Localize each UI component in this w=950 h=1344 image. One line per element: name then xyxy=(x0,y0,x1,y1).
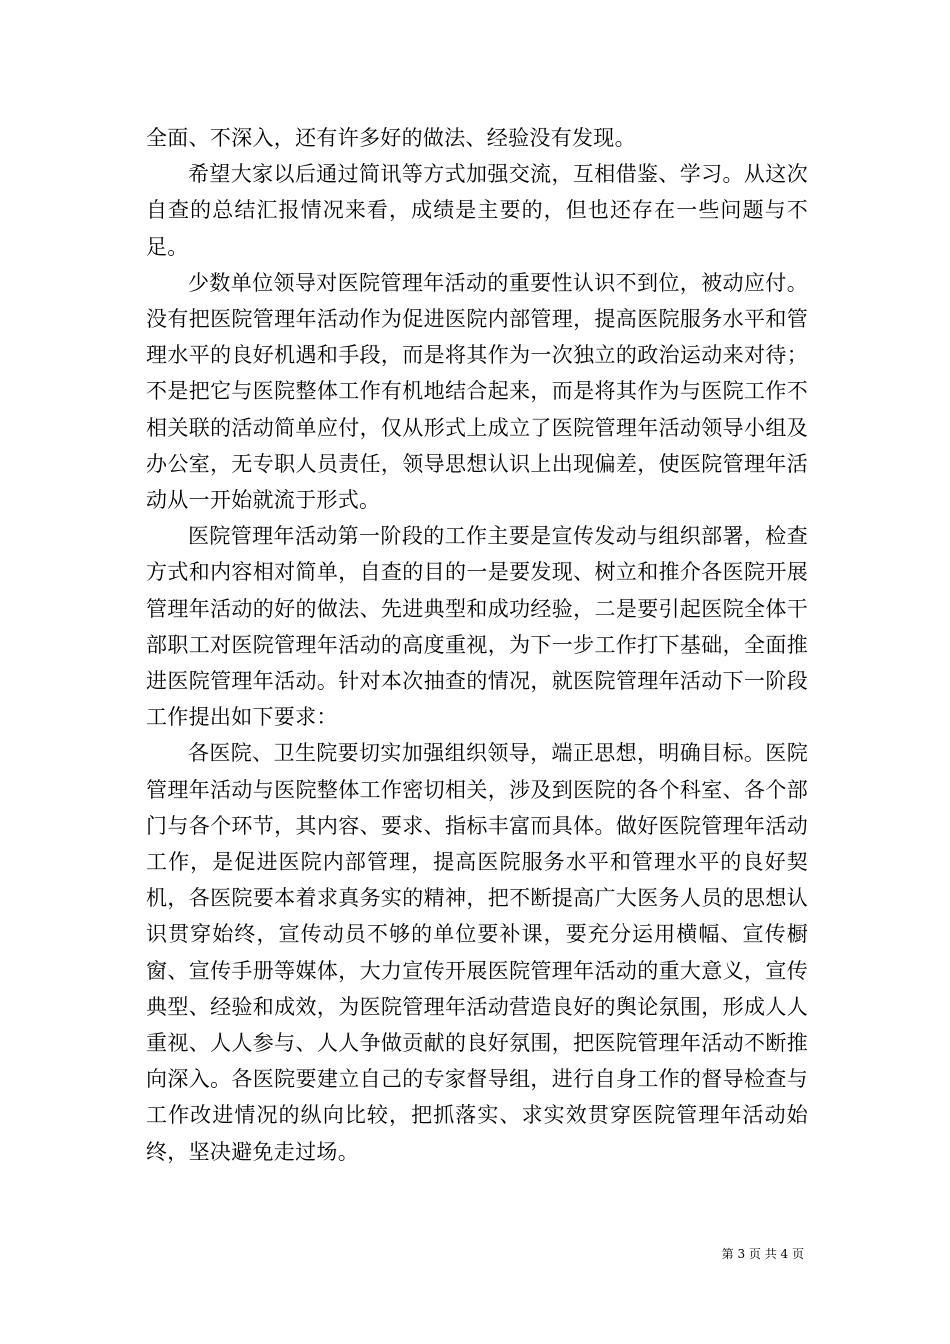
paragraph-5: 各医院、卫生院要切实加强组织领导，端正思想，明确目标。医院管理年活动与医院整体工作密切相关，涉及到医院的各个科室、各个部门与各个环节，其内容、要求、指标丰富而具体。做好医院管理年活动工作，是促进医院内部管理，提高医院服务水平和管理水平的良好契机，各医院要本着求真务实的精神，把不断提高广大医务人员的思想认识贯穿始终，宣传动员不够的单位要补课，要充分运用横幅、宣传橱窗、宣传手册等媒体，大力宣传开展医院管理年活动的重大意义，宣传典型、经验和成效，为医院管理年活动营造良好的舆论氛围，形成人人重视、人人参与、人人争做贡献的良好氛围，把医院管理年活动不断推向深入。各医院要建立自己的专家督导组，进行自身工作的督导检查与工作改进情况的纵向比较，把抓落实、求实效贯穿医院管理年活动始终，坚决避免走过场。 xyxy=(146,741,808,1164)
paragraph-4: 医院管理年活动第一阶段的工作主要是宣传发动与组织部署，检查方式和内容相对简单，自查的目的一是要发现、树立和推介各医院开展管理年活动的好的做法、先进典型和成功经验，二是要引起医院全体干部职工对医院管理年活动的高度重视，为下一步工作打下基础，全面推进医院管理年活动。针对本次抽查的情况，就医院管理年活动下一阶段工作提出如下要求： xyxy=(146,524,808,730)
paragraph-1: 全面、不深入，还有许多好的做法、经验没有发现。 xyxy=(146,126,636,150)
page-number: 第 3 页 共 4 页 xyxy=(721,1247,804,1261)
document-body xyxy=(146,120,808,1170)
paragraph-3: 少数单位领导对医院管理年活动的重要性认识不到位，被动应付。没有把医院管理年活动作为促进医院内部管理，提高医院服务水平和管理水平的良好机遇和手段，而是将其作为一次独立的政治运动来对待；不是把它与医院整体工作有机地结合起来，而是将其作为与医院工作不相关联的活动简单应付，仅从形式上成立了医院管理年活动领导小组及办公室，无专职人员责任，领导思想认识上出现偏差，使医院管理年活动从一开始就流于形式。 xyxy=(146,270,808,513)
paragraph-2: 希望大家以后通过简讯等方式加强交流，互相借鉴、学习。从这次自查的总结汇报情况来看，成绩是主要的，但也还存在一些问题与不足。 xyxy=(146,162,808,259)
